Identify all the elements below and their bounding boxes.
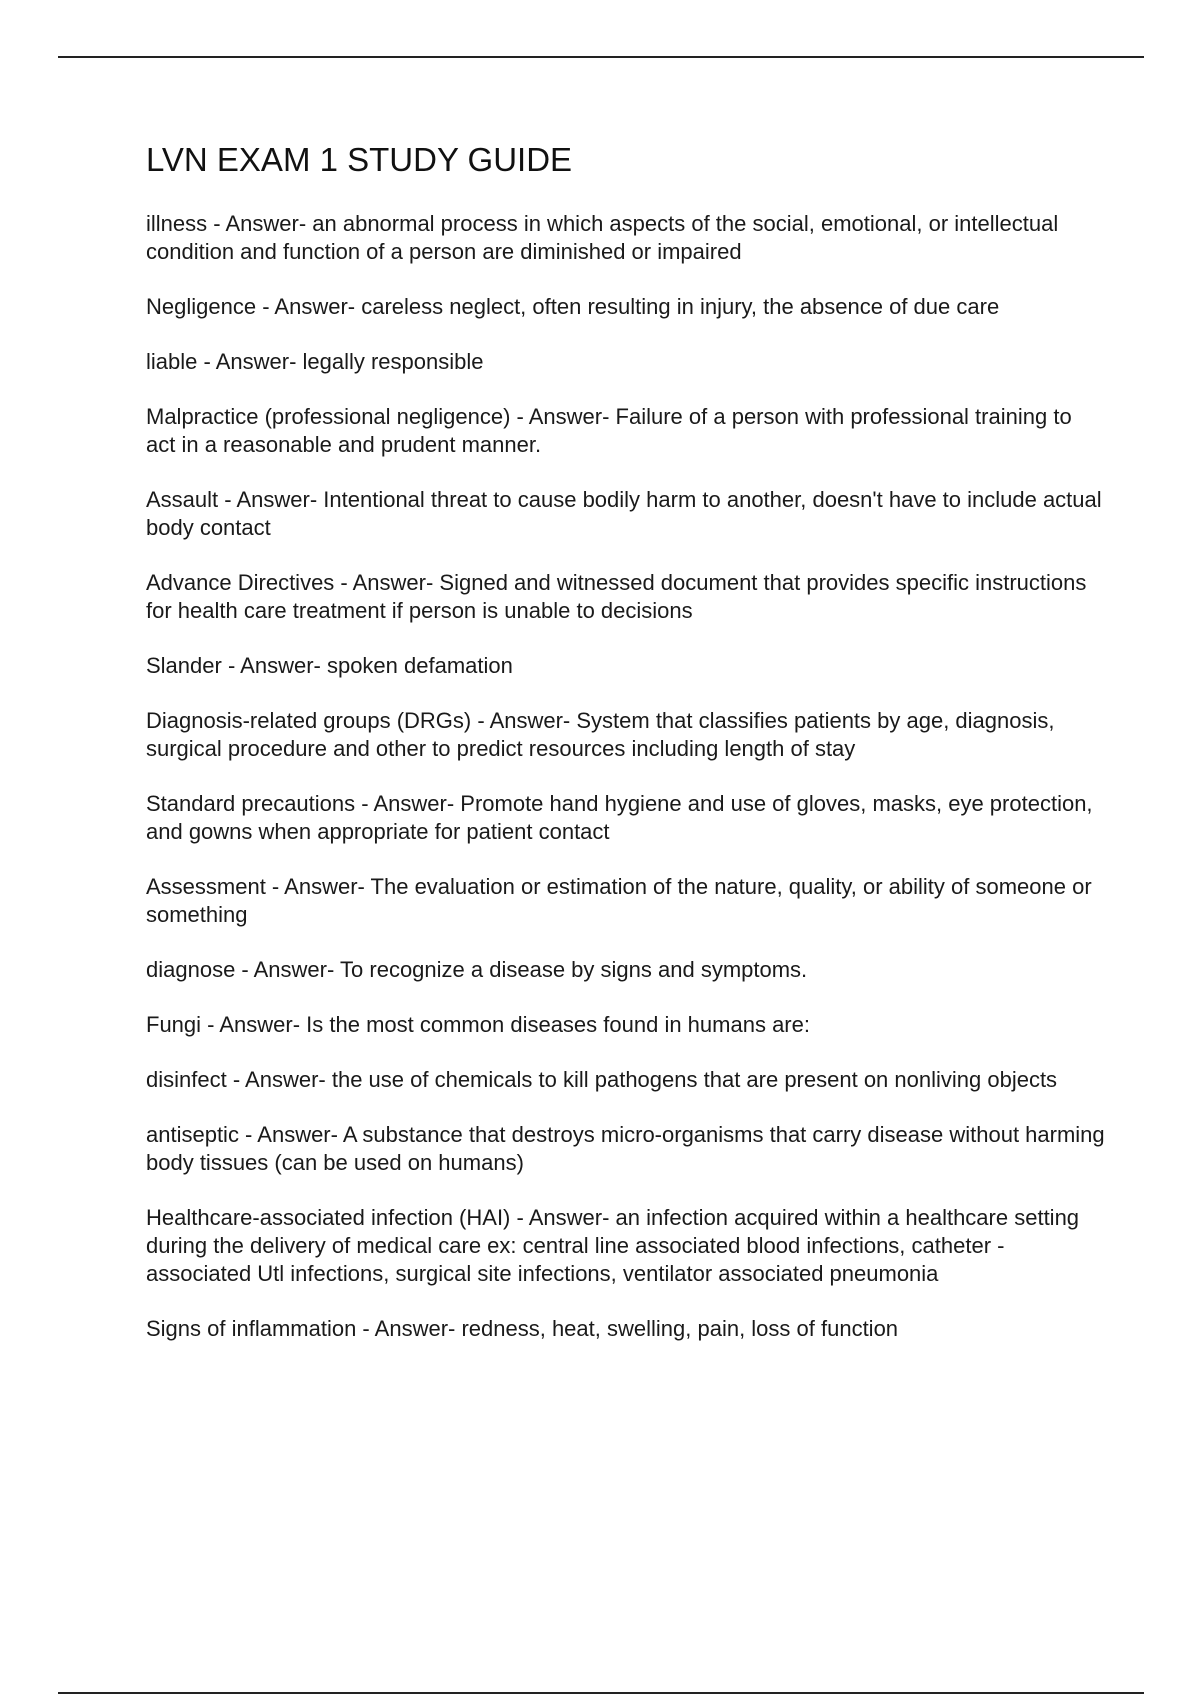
document-body [146,140,1106,1370]
study-entry-standard-precautions: Standard precautions - Answer- Promote hand hygiene and use of gloves, masks, eye protection, and gowns when appropriate for patient contact [146,790,1093,844]
study-entry-disinfect: disinfect - Answer- the use of chemicals to kill pathogens that are present on nonliving objects [146,1066,1058,1092]
study-entry-malpractice: Malpractice (professional negligence) - Answer- Failure of a person with professional training to act in a reasonable and prudent manner. [146,403,1072,457]
study-entry-hai: Healthcare-associated infection (HAI) - Answer- an infection acquired within a healthcare setting during the delivery of medical care ex: central line associated blood infections, catheter -associated Utl infections, surgical site infections, ventilator associated pneumonia [146,1204,1080,1286]
study-entry-illness: illness - Answer- an abnormal process in which aspects of the social, emotional, or intellectual condition and function of a person are diminished or impaired [146,210,1059,264]
study-entry-fungi: Fungi - Answer- Is the most common diseases found in humans are: [146,1011,810,1037]
study-entry-advance-directives: Advance Directives - Answer- Signed and witnessed document that provides specific instructions for health care treatment if person is unable to decisions [146,569,1087,623]
study-entry-drgs: Diagnosis-related groups (DRGs) - Answer- System that classifies patients by age, diagnosis, surgical procedure and other to predict resources including length of stay [146,707,1055,761]
footer-rule [58,1692,1144,1694]
study-entry-assault: Assault - Answer- Intentional threat to cause bodily harm to another, doesn't have to include actual body contact [146,486,1102,540]
study-entry-liable: liable - Answer- legally responsible [146,348,484,374]
study-entry-negligence: Negligence - Answer- careless neglect, often resulting in injury, the absence of due care [146,293,1000,319]
page-title: LVN EXAM 1 STUDY GUIDE [146,141,573,178]
study-entry-diagnose: diagnose - Answer- To recognize a disease by signs and symptoms. [146,956,808,982]
header-rule [58,56,1144,58]
study-entry-slander: Slander - Answer- spoken defamation [146,652,513,678]
study-entry-assessment: Assessment - Answer- The evaluation or estimation of the nature, quality, or ability of someone or something [146,873,1092,927]
study-entry-inflammation: Signs of inflammation - Answer- redness, heat, swelling, pain, loss of function [146,1315,899,1341]
study-entry-antiseptic: antiseptic - Answer- A substance that destroys micro-organisms that carry disease without harming body tissues (can be used on humans) [146,1121,1105,1175]
